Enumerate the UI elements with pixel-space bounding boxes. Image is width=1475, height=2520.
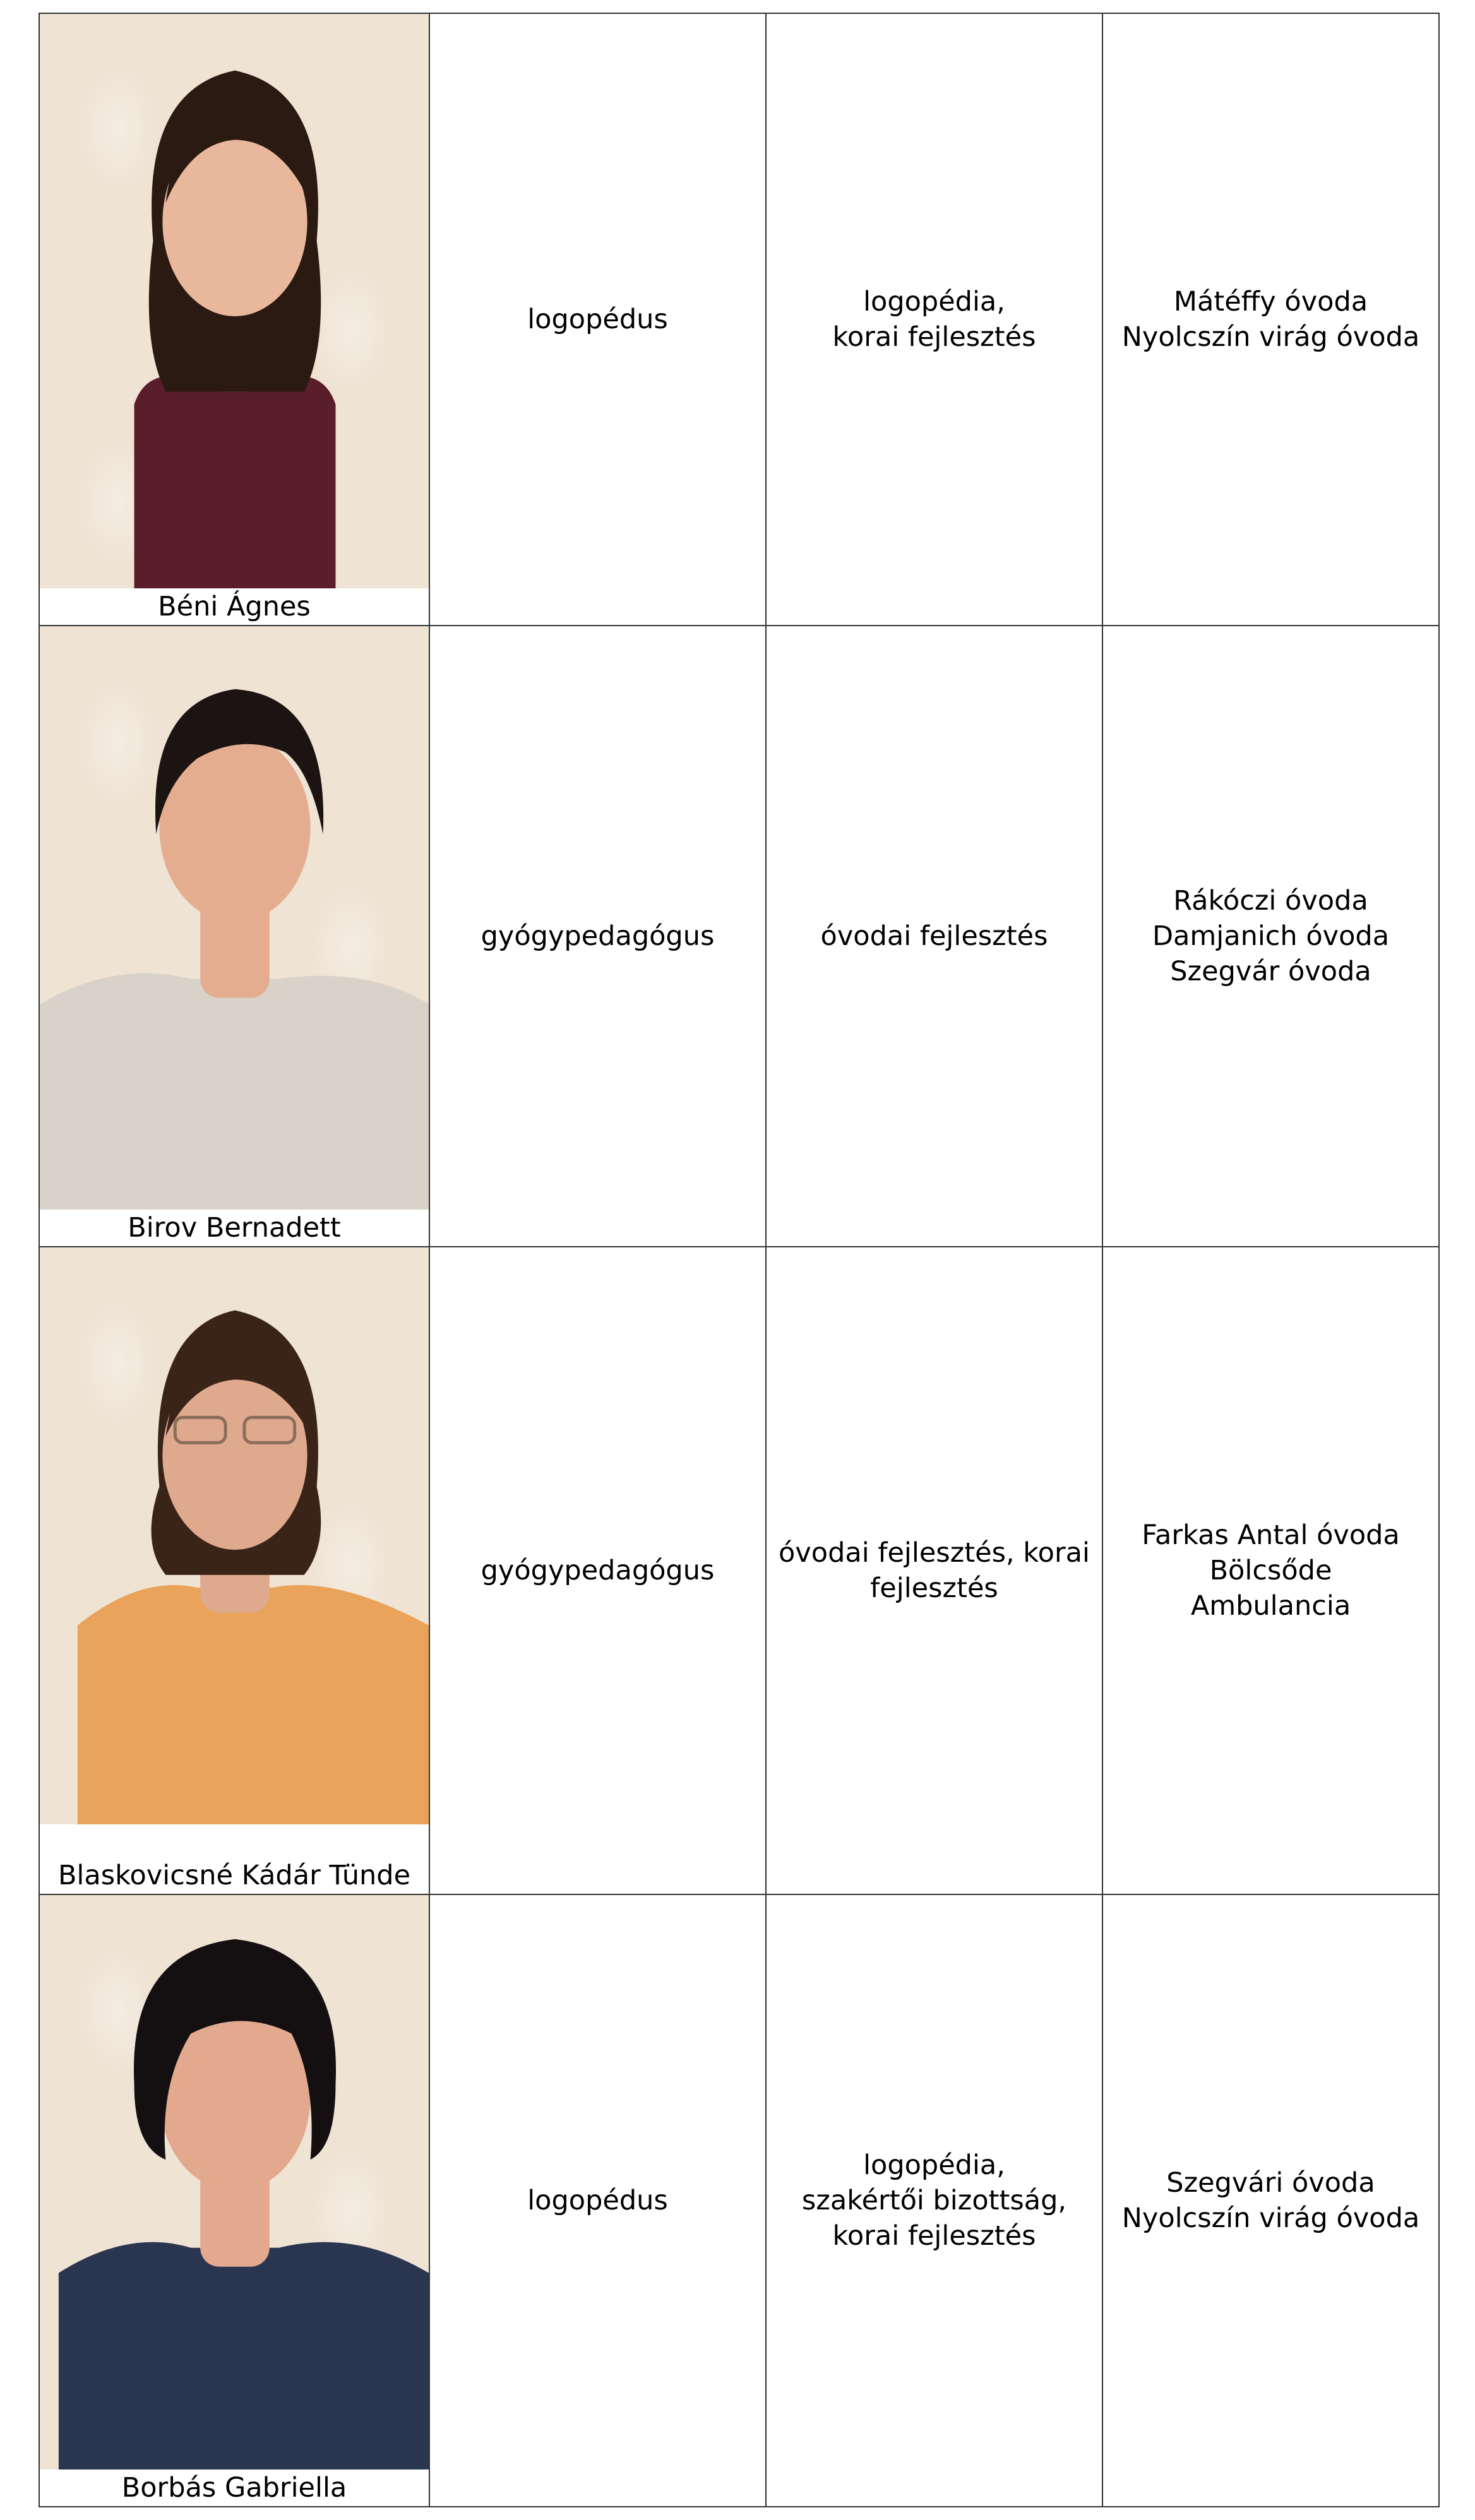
portrait-photo — [40, 1895, 429, 2469]
locations-cell — [1102, 626, 1439, 1247]
portrait-illustration — [40, 14, 429, 588]
photo-cell — [39, 1247, 429, 1894]
portrait-photo — [40, 626, 429, 1209]
staff-row — [39, 1247, 1439, 1894]
staff-specialty: óvodai fejlesztés — [820, 920, 1048, 952]
specialty-cell — [766, 1894, 1102, 2507]
staff-row — [39, 626, 1439, 1247]
staff-name: Birov Bernadett — [40, 1209, 429, 1246]
locations-cell — [1102, 13, 1439, 626]
staff-locations: Szegvári óvoda Nyolcszín virág óvoda — [1121, 2167, 1420, 2234]
staff-role: logopédus — [527, 2185, 668, 2216]
staff-locations: Rákóczi óvoda Damjanich óvoda Szegvár óvoda — [1152, 885, 1390, 987]
staff-locations: Mátéffy óvoda Nyolcszín virág óvoda — [1121, 286, 1420, 353]
role-cell — [429, 1247, 766, 1894]
staff-table — [39, 13, 1440, 2507]
staff-row — [39, 1894, 1439, 2507]
staff-locations: Farkas Antal óvoda Bölcsőde Ambulancia — [1142, 1519, 1400, 1622]
role-cell — [429, 626, 766, 1247]
staff-specialty: óvodai fejlesztés, korai fejlesztés — [779, 1537, 1090, 1604]
photo-cell — [39, 1894, 429, 2507]
staff-row — [39, 13, 1439, 626]
staff-specialty: logopédia, szakértői bizottság, korai fejlesztés — [801, 2149, 1067, 2252]
photo-cell — [39, 626, 429, 1247]
locations-cell — [1102, 1247, 1439, 1894]
staff-role: gyógypedagógus — [481, 1555, 715, 1586]
staff-role: gyógypedagógus — [481, 920, 715, 952]
staff-name: Borbás Gabriella — [40, 2469, 429, 2506]
locations-cell — [1102, 1894, 1439, 2507]
specialty-cell — [766, 13, 1102, 626]
staff-role: logopédus — [527, 304, 668, 335]
portrait-illustration — [40, 626, 429, 1209]
staff-name: Béni Ágnes — [40, 588, 429, 625]
specialty-cell — [766, 1247, 1102, 1894]
role-cell — [429, 13, 766, 626]
portrait-illustration — [40, 1247, 429, 1824]
portrait-photo — [40, 14, 429, 588]
staff-name: Blaskovicsné Kádár Tünde — [40, 1857, 429, 1894]
role-cell — [429, 1894, 766, 2507]
portrait-photo — [40, 1247, 429, 1824]
portrait-illustration — [40, 1895, 429, 2469]
photo-cell — [39, 13, 429, 626]
specialty-cell — [766, 626, 1102, 1247]
staff-specialty: logopédia, korai fejlesztés — [832, 286, 1036, 353]
